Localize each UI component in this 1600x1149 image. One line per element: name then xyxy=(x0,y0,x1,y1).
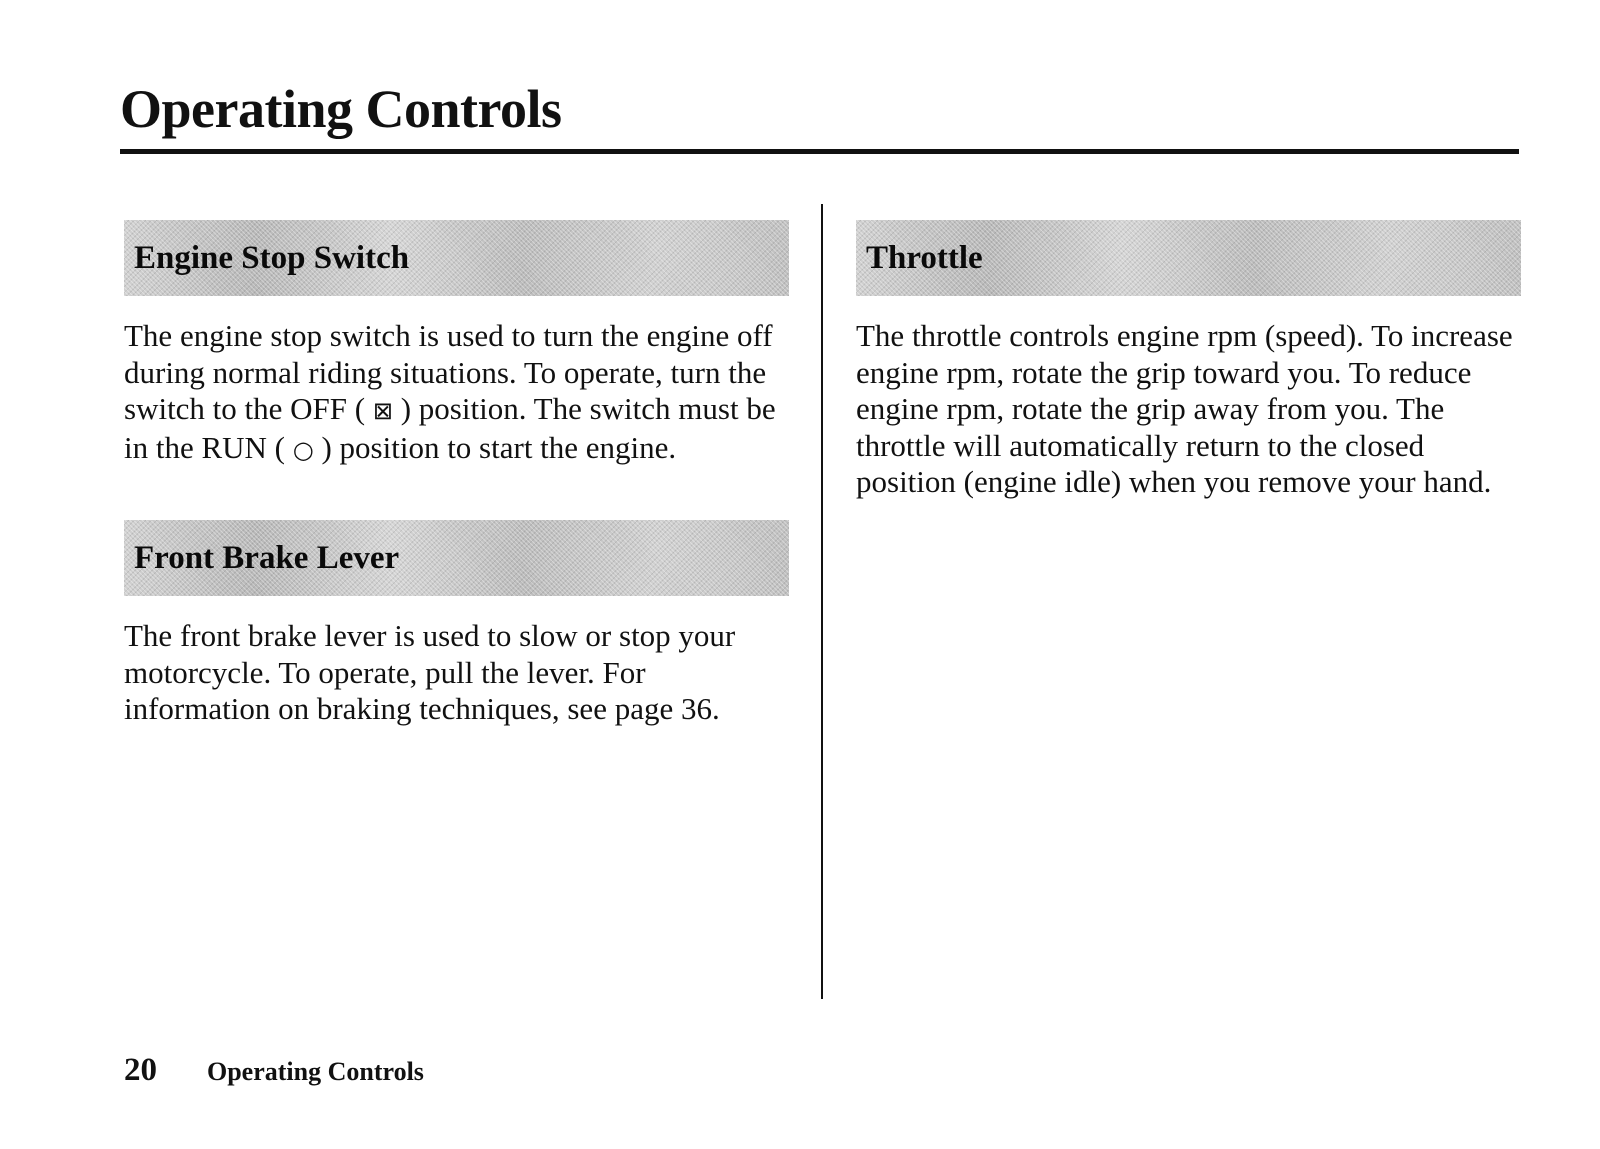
throttle-heading: Throttle xyxy=(866,239,983,276)
engine-stop-switch-text-part2: ) position. The switch must be in the RUN ( xyxy=(124,391,776,465)
column-divider xyxy=(821,204,823,999)
throttle-header xyxy=(856,220,1521,296)
engine-stop-switch-text-part3: ) position to start the engine. xyxy=(313,429,677,465)
front-brake-lever-header xyxy=(124,520,789,596)
throttle-section xyxy=(856,220,1521,501)
title-rule xyxy=(120,149,1519,154)
section-spacer xyxy=(124,468,789,520)
page-number: 20 xyxy=(124,1052,157,1088)
page-footer xyxy=(124,1052,424,1089)
front-brake-lever-section xyxy=(124,520,789,728)
engine-stop-switch-text-part1: The engine stop switch is used to turn the engine off during normal riding situations. To operate, turn the switch to the OFF ( xyxy=(124,318,773,426)
engine-stop-switch-section xyxy=(124,220,789,468)
off-symbol-icon: ⊠ xyxy=(372,397,393,425)
footer-section-name: Operating Controls xyxy=(207,1057,424,1086)
throttle-text: The throttle controls engine rpm (speed). To increase engine rpm, rotate the grip toward you. To reduce engine rpm, rotate the grip away from you. The throttle will automatically return to the closed position (engine idle) when you remove your hand. xyxy=(856,318,1513,499)
right-column xyxy=(856,220,1521,501)
front-brake-lever-heading: Front Brake Lever xyxy=(134,539,400,576)
engine-stop-switch-heading: Engine Stop Switch xyxy=(134,239,410,276)
engine-stop-switch-text xyxy=(124,318,789,468)
run-symbol-icon: ○ xyxy=(292,435,314,464)
engine-stop-switch-header xyxy=(124,220,789,296)
page-title: Operating Controls xyxy=(120,79,562,139)
left-column xyxy=(124,220,789,728)
front-brake-lever-text: The front brake lever is used to slow or stop your motorcycle. To operate, pull the lever. For information on braking techniques, see page 36. xyxy=(124,618,736,726)
